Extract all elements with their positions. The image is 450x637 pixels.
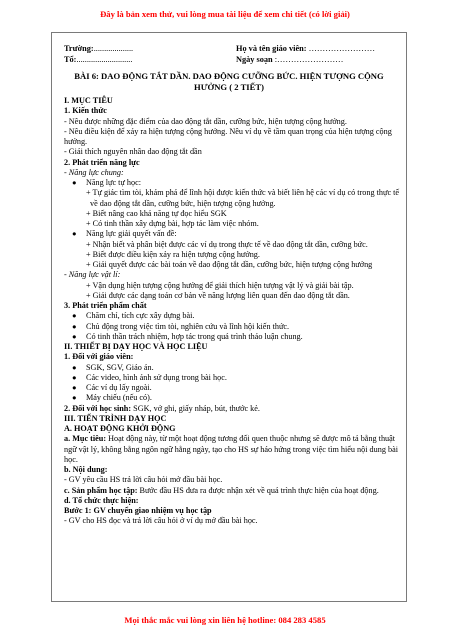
item-label: d. Tổ chức thực hiện: [64, 495, 139, 505]
item-label: b. Nội dung: [64, 465, 108, 474]
section-heading: III. TIẾN TRÌNH DẠY HỌC [64, 413, 167, 423]
text-run: SGK, vở ghi, giấy nháp, bút, thước kẻ. [131, 403, 260, 413]
text-line: - Năng lực chung: [64, 167, 124, 177]
text-line: + Biết được điều kiện xảy ra hiện tượng cộng hưởng. [86, 249, 260, 259]
school-label: Trường: [64, 44, 94, 53]
subsection-heading: 3. Phát triển phẩm chất [64, 301, 147, 310]
school-field [64, 44, 133, 54]
text-line [64, 486, 402, 496]
item-label: c. Sản phẩm học tập: [64, 485, 138, 495]
section-heading: I. MỤC TIÊU [64, 96, 113, 105]
text-line: - Giải thích nguyên nhân dao động tắt dần [64, 147, 202, 157]
bullet-item: ● Các video, hình ảnh sử dụng trong bài học. [64, 373, 402, 383]
teacher-field [236, 44, 375, 54]
text-line: + Vận dụng hiện tượng cộng hưởng để giải thích hiện tượng vật lý và giải bài tập. [86, 280, 354, 290]
text-line: + Biết nâng cao khả năng tự đọc hiểu SGK [86, 208, 227, 218]
bullet-item: ● Chủ động trong việc tìm tòi, nghiên cứu và lĩnh hội kiến thức. [64, 322, 402, 332]
text-line: + Giải được các dạng toán cơ bản về năng lượng liên quan đến dao động tắt dần. [86, 290, 350, 300]
date-dots: :…………………… [274, 55, 344, 64]
lesson-title: BÀI 6: DAO ĐỘNG TẮT DẦN. DAO ĐỘNG CƯỠNG BỨC. HIỆN TƯỢNG CỘNG HƯỞNG ( 2 TIẾT) [74, 71, 384, 92]
text-run: Bước đầu HS đưa ra được nhận xét về quá trình thực hiện của hoạt động. [137, 485, 379, 495]
bullet-item: ● Năng lực tự học: [64, 178, 402, 188]
text-line: + Tự giác tìm tòi, khám phá để lĩnh hội được kiến thức và biết liên hệ các ví dụ có trong thực tế về dao động tắt dần, cưỡng bức, hiện tượng cộng hưởng. [86, 188, 400, 208]
step-heading: Bước 1: GV chuyển giao nhiệm vụ học tập [64, 506, 212, 515]
subsection-heading: 1. Kiến thức [64, 106, 107, 116]
bullet-item: ● Máy chiếu (nếu có). [64, 393, 402, 403]
text-run: Hoạt động này, từ một hoạt động tương đối quen thuộc nhưng sẽ được mô tả bằng thuật ngữ vật lý, không bằng ngôn ngữ hằng ngày, tạo cho HS sự háo hứng trong việc tìm hiểu nội dung bài học. [64, 434, 398, 464]
text-line: + Giải quyết được các bài toán về dao động tắt dần, cưỡng bức, hiện tượng cộng hưởng [86, 260, 373, 269]
team-label: Tổ: [64, 55, 77, 64]
bullet-item: ● Có tinh thần trách nhiệm, hợp tác trong quá trình thảo luận chung. [64, 332, 402, 342]
activity-heading: A. HOẠT ĐỘNG KHỞI ĐỘNG [64, 424, 176, 433]
text-line: + Có tinh thần xây dựng bài, hợp tác làm việc nhóm. [86, 219, 259, 228]
date-label: Ngày soạn [236, 55, 273, 64]
teacher-dots: …………………… [308, 44, 375, 53]
preview-banner: Đây là bản xem thử, vui lòng mua tài liệu để xem chi tiết (có lời giải) [100, 9, 350, 19]
text-line [64, 404, 402, 414]
bullet-item: ● SGK, SGV, Giáo án. [64, 363, 402, 373]
lesson-body [64, 96, 402, 527]
team-field [64, 55, 132, 65]
date-field [236, 55, 343, 65]
text-line: - GV cho HS đọc và trả lời câu hỏi ở ví dụ mở đầu bài học. [64, 516, 258, 526]
text-line: - Năng lực vật lí: [64, 270, 121, 280]
subsection-heading: 2. Đối với học sinh: [64, 403, 132, 413]
section-heading: II. THIẾT BỊ DẠY HỌC VÀ HỌC LIỆU [64, 342, 208, 351]
teacher-label: Họ và tên giáo viên: [236, 44, 307, 53]
school-dots: ................... [93, 44, 134, 53]
text-line: - GV yêu cầu HS trả lời câu hỏi mở đầu bài học. [64, 475, 223, 485]
bullet-item: ● Chăm chỉ, tích cực xây dựng bài. [64, 311, 402, 321]
team-dots: ........................... [76, 55, 133, 64]
text-line: - Nêu điều kiện để xảy ra hiện tượng cộng hưởng. Nêu ví dụ về tầm quan trọng của hiện tượng cộng hưởng. [64, 126, 392, 146]
subsection-heading: 2. Phát triển năng lực [64, 157, 140, 167]
subsection-heading: 1. Đối với giáo viên: [64, 352, 134, 362]
bullet-item: ● Các ví dụ lấy ngoài. [64, 383, 402, 393]
text-line: - Nêu được những đặc điểm của dao động tắt dần, cưỡng bức, hiện tượng cộng hưởng. [64, 116, 347, 126]
item-label: a. Mục tiêu: [64, 434, 107, 444]
bullet-item: ● Năng lực giải quyết vấn đề: [64, 229, 402, 239]
text-line: + Nhận biết và phân biệt được các ví dụ trong thực tế về dao động tắt dần, cưỡng bức. [86, 239, 368, 249]
hotline-banner: Mọi thắc mắc vui lòng xin liên hệ hotline: 084 283 4585 [124, 615, 326, 625]
text-line [64, 434, 402, 465]
